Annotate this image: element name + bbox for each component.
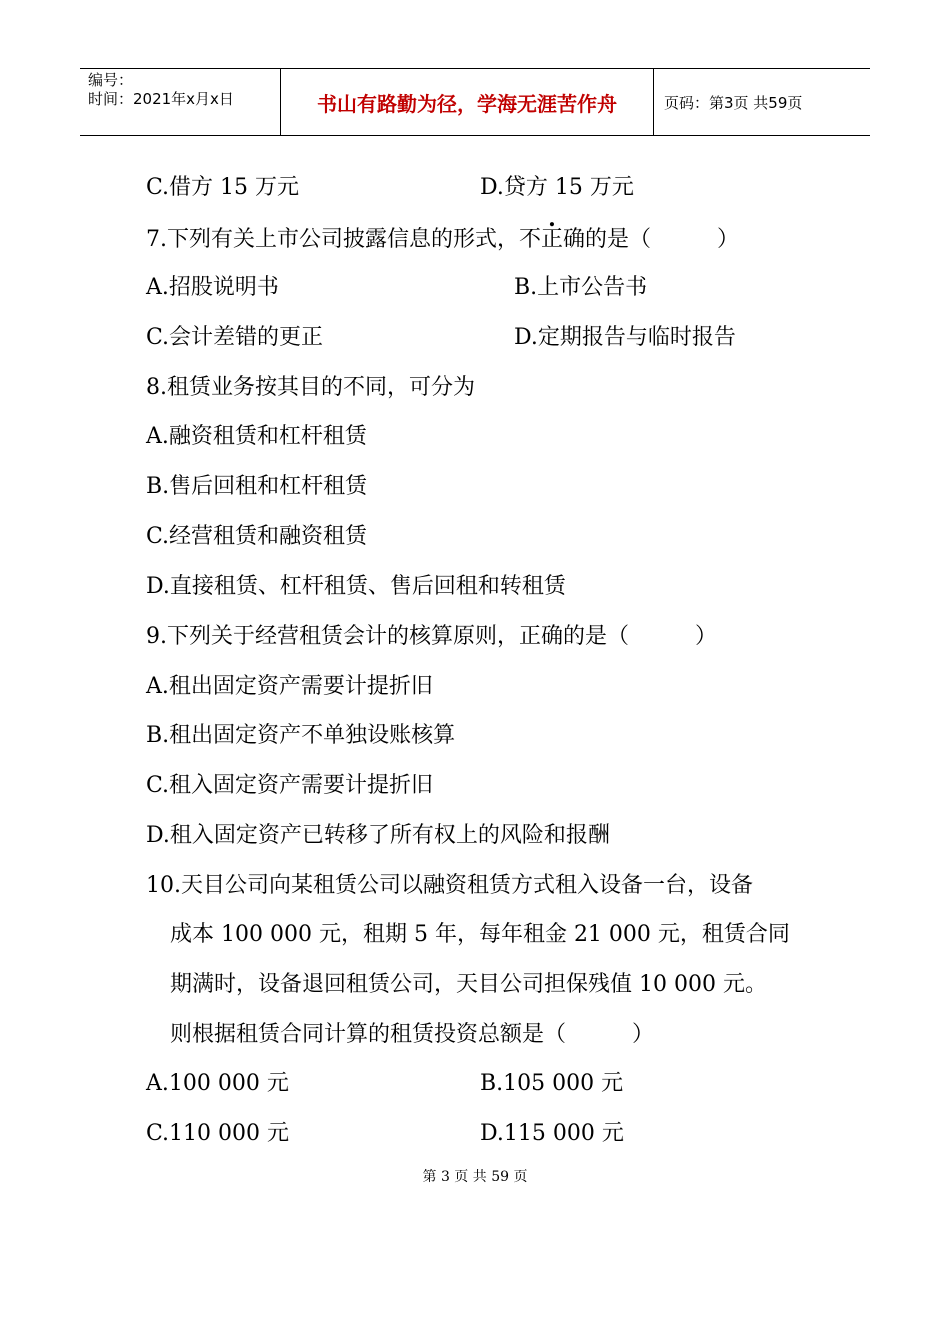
q9-option-b: B.租出固定资产不单独设账核算 [146,723,456,748]
q6-option-c: C.借方 15 万元 [146,175,300,200]
q9-option-c: C.租入固定资产需要计提折旧 [146,773,434,798]
q10-option-d: D.115 000 元 [480,1121,624,1146]
q10-option-c: C.110 000 元 [146,1121,290,1146]
q8-option-a: A.融资租赁和杠杆租赁 [146,424,367,449]
q7-option-d: D.定期报告与临时报告 [514,325,736,350]
q7-option-a: A.招股说明书 [146,275,279,300]
number-label: 编号： [88,71,134,89]
header-meta [80,69,281,135]
q6-option-d: D.贷方 15 万元 [480,175,634,200]
q7-option-b: B.上市公告书 [514,275,648,300]
q8-option-d: D.直接租赁、杠杆租赁、售后回租和转租赁 [146,574,566,599]
page-footer: 第 3 页 共 59 页 [422,1169,528,1185]
q8-option-b: B.售后回租和杠杆租赁 [146,474,368,499]
header-page-info: 页码：第3页 共59页 [664,93,803,112]
q10-stem-line-3: 期满时，设备退回租赁公司，天目公司担保残值 10 000 元。 [170,972,767,997]
q10-stem-line-1: 10.天目公司向某租赁公司以融资租赁方式租入设备一台，设备 [146,873,753,898]
q10-option-a: A.100 000 元 [146,1071,289,1096]
page-header [80,68,870,136]
header-motto: 书山有路勤为径，学海无涯苦作舟 [281,69,654,135]
q7-stem-post: 的是（ ） [585,227,740,252]
time-label: 时间：2021年x月x日 [88,90,234,108]
q9-option-a: A.租出固定资产需要计提折旧 [146,674,433,699]
q7-stem-emphasis: 不正确 [519,227,586,252]
q7-stem [146,225,739,255]
q9-stem: 9.下列关于经营租赁会计的核算原则，正确的是（ ） [146,624,717,649]
q7-stem-pre: 7.下列有关上市公司披露信息的形式， [146,227,519,252]
q10-stem-line-2: 成本 100 000 元，租期 5 年，每年租金 21 000 元，租赁合同 [170,922,790,947]
q10-option-b: B.105 000 元 [480,1071,624,1096]
q8-stem: 8.租赁业务按其目的不同，可分为 [146,375,475,400]
q9-option-d: D.租入固定资产已转移了所有权上的风险和报酬 [146,823,610,848]
q8-option-c: C.经营租赁和融资租赁 [146,524,368,549]
q7-option-c: C.会计差错的更正 [146,325,324,350]
q10-stem-line-4: 则根据租赁合同计算的租赁投资总额是（ ） [170,1022,655,1047]
